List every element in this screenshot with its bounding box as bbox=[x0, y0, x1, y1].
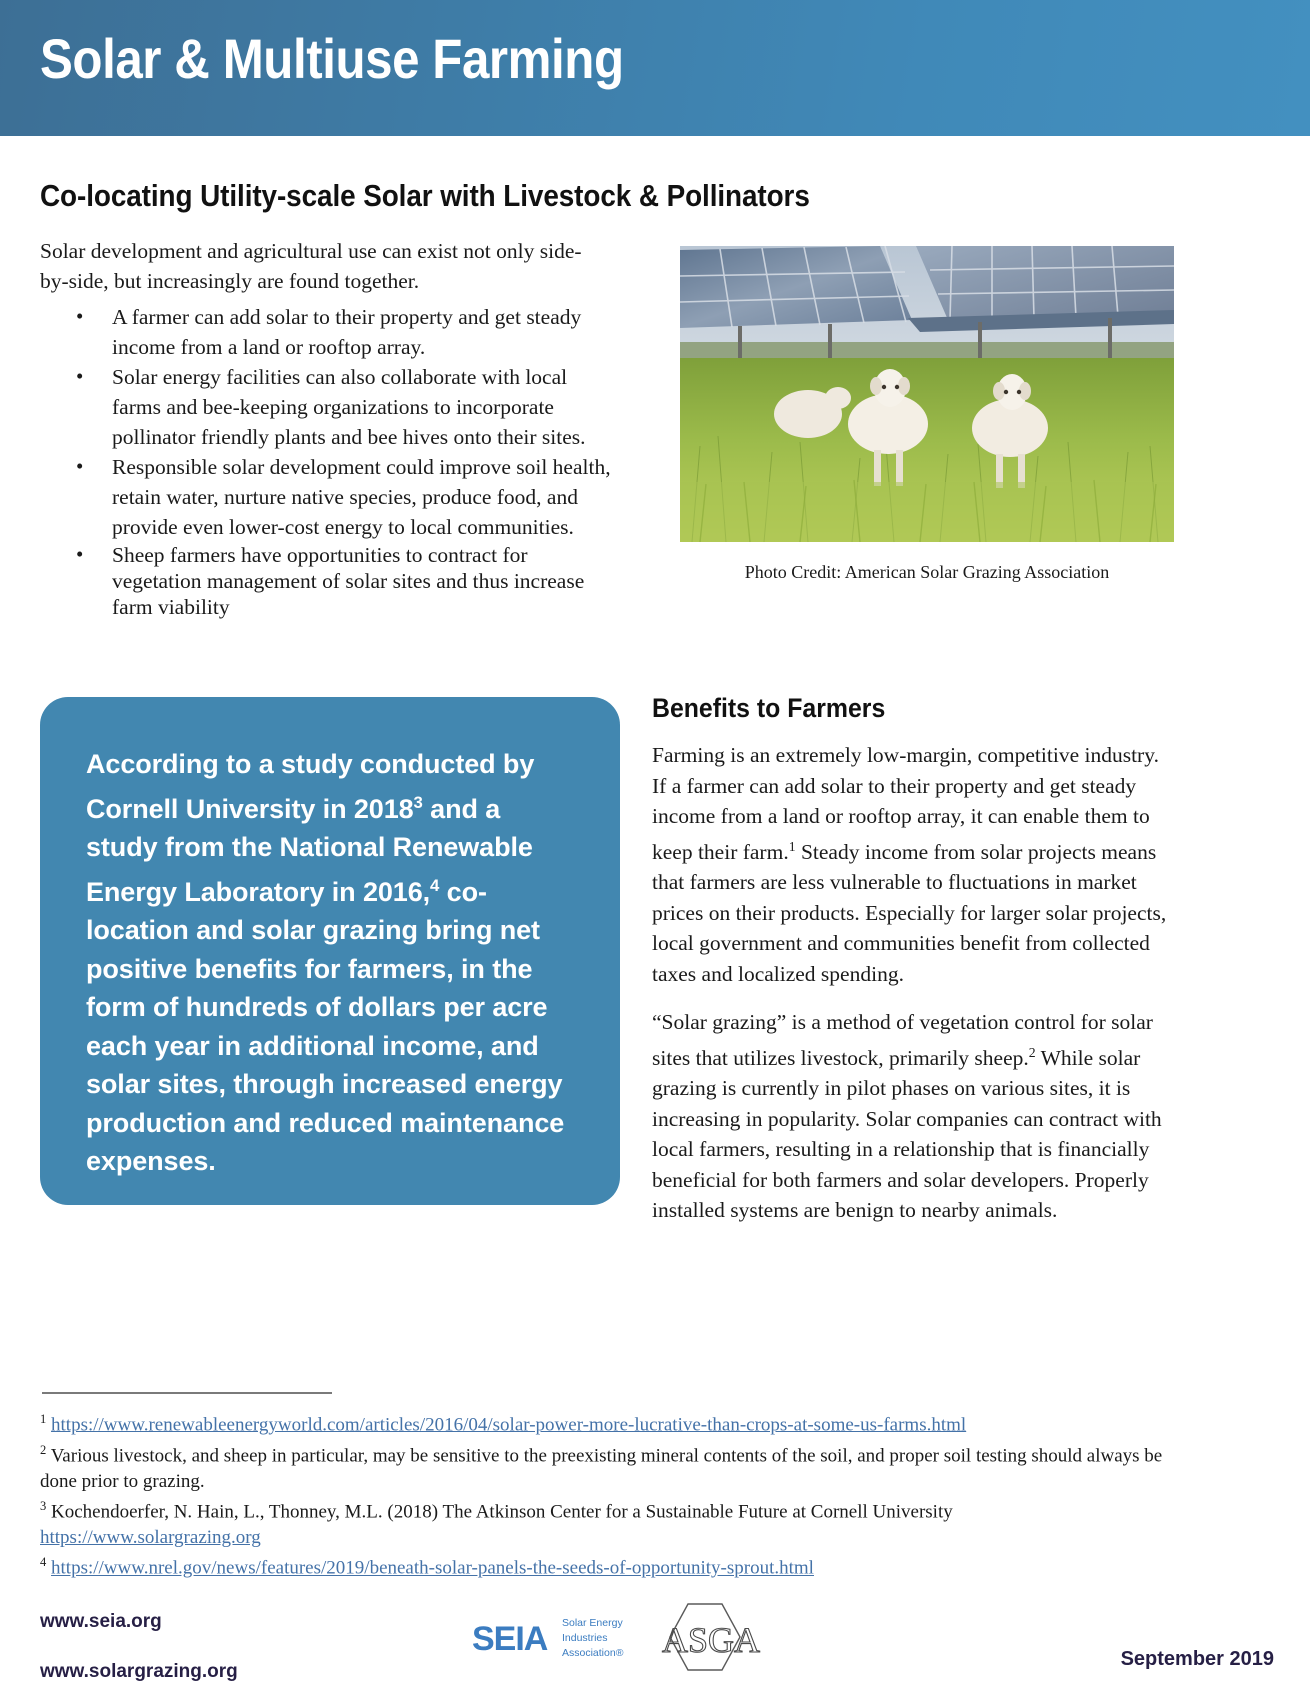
footnote-3-text: Kochendoerfer, N. Hain, L., Thonney, M.L. (2018) The Atkinson Center for a Sustainable Future at Cornell University bbox=[51, 1501, 953, 1523]
benefits-body bbox=[652, 740, 1174, 1244]
footnote-2-text: Various livestock, and sheep in particular, may be sensitive to the preexisting mineral contents of the soil, and proper soil testing should always be done prior to grazing. bbox=[40, 1445, 1163, 1492]
benefits-p1-part-a: Farming is an extremely low-margin, competitive industry. If a farmer can add solar to their property and get steady income from a land or rooftop array, it can enable them to keep their farm. bbox=[652, 743, 1159, 864]
benefits-heading: Benefits to Farmers bbox=[652, 693, 886, 723]
benefits-p1-part-b: Steady income from solar projects means that farmers are less vulnerable to fluctuations in market prices on their products. Especially for larger solar projects, local government and communities benefit from collected taxes and localized spending. bbox=[652, 839, 1167, 986]
asga-logo bbox=[652, 1600, 782, 1674]
list-item: • Solar energy facilities can also collaborate with local farms and bee-keeping organizations to incorporate pollinator friendly plants and bee hives onto their sites. bbox=[40, 362, 620, 452]
footnote-2 bbox=[40, 1438, 1200, 1494]
footnote-1 bbox=[40, 1407, 1200, 1438]
list-item: • Sheep farmers have opportunities to contract for vegetation management of solar sites and thus increase farm viability bbox=[40, 542, 620, 620]
footnote-number-4: 4 bbox=[40, 1555, 47, 1570]
list-item: • A farmer can add solar to their property and get steady income from a land or rooftop array. bbox=[40, 302, 620, 362]
page-header-band bbox=[0, 0, 1310, 136]
asga-logo-svg bbox=[652, 1600, 782, 1674]
seia-logo-tagline-3: Association® bbox=[562, 1647, 624, 1659]
benefits-paragraph-2 bbox=[652, 1007, 1174, 1226]
sheep-solar-photo bbox=[680, 246, 1174, 542]
callout-footnote-ref-4: 4 bbox=[430, 875, 440, 895]
publication-date: September 2019 bbox=[1120, 1648, 1274, 1670]
footnote-4 bbox=[40, 1550, 1200, 1581]
section-heading: Co-locating Utility-scale Solar with Livestock & Pollinators bbox=[40, 178, 810, 213]
photo-illustration bbox=[680, 246, 1174, 542]
footnote-ref-1: 1 bbox=[788, 838, 796, 854]
footnote-1-link[interactable]: https://www.renewableenergyworld.com/articles/2016/04/solar-power-more-lucrative-than-crops-at-some-us-farms.html bbox=[51, 1414, 967, 1436]
seia-logo-tagline-2: Industries bbox=[562, 1632, 608, 1644]
footnote-3-link[interactable]: https://www.solargrazing.org bbox=[40, 1526, 261, 1548]
seia-logo-tagline-1: Solar Energy bbox=[562, 1617, 623, 1629]
benefits-p2-part-a: “Solar grazing” is a method of vegetation control for solar sites that utilizes livestock, primarily sheep. bbox=[652, 1010, 1153, 1070]
footnote-4-link[interactable]: https://www.nrel.gov/news/features/2019/beneath-solar-panels-the-seeds-of-opportunity-sprout.html bbox=[51, 1557, 814, 1579]
footnote-number-3: 3 bbox=[40, 1499, 47, 1514]
footnote-number-1: 1 bbox=[40, 1412, 47, 1426]
list-item: • Responsible solar development could improve soil health, retain water, nurture native species, produce food, and provide even lower-cost energy to local communities. bbox=[40, 452, 620, 542]
footnote-ref-2: 2 bbox=[1028, 1044, 1036, 1060]
footnotes-list bbox=[40, 1407, 1200, 1581]
seia-logo bbox=[452, 1598, 632, 1676]
footer-link-solargrazing[interactable]: www.solargrazing.org bbox=[40, 1661, 238, 1682]
study-callout-box bbox=[40, 697, 620, 1205]
page-title: Solar & Multiuse Farming bbox=[40, 27, 624, 90]
callout-line3: co-location and solar grazing bring net positive benefits for farmers, in the form of hundreds of dollars per acre each year in additional income, and solar sites, through increased energy production and reduced maintenance expenses. bbox=[86, 876, 565, 1176]
callout-text bbox=[86, 745, 574, 1181]
callout-line1: According to a study conducted by Cornell University in 2018 bbox=[86, 749, 535, 824]
benefits-p2-part-b: While solar grazing is currently in pilot phases on various sites, it is increasing in popularity. Solar companies can contract with local farmers, resulting in a relationship that is financially beneficial for both farmers and solar developers. Properly installed systems are benign to nearby animals. bbox=[652, 1045, 1162, 1223]
intro-paragraph: Solar development and agricultural use can exist not only side-by-side, but increasingly are found together. bbox=[40, 239, 582, 293]
seia-logo-svg bbox=[452, 1598, 632, 1676]
footnote-separator bbox=[42, 1392, 332, 1394]
asga-logo-wordmark: ASGA bbox=[662, 1620, 761, 1660]
photo-caption: Photo Credit: American Solar Grazing Association bbox=[744, 562, 1110, 582]
benefits-bullet-list bbox=[40, 302, 620, 620]
footnote-number-2: 2 bbox=[40, 1442, 47, 1457]
callout-footnote-ref-3: 3 bbox=[413, 792, 423, 812]
benefits-paragraph-1 bbox=[652, 740, 1174, 989]
callout-line2: and a study from the National Renewable Energy Laboratory in 2016, bbox=[86, 793, 533, 907]
seia-logo-wordmark: SEIA bbox=[472, 1620, 548, 1658]
footnote-3 bbox=[40, 1494, 1200, 1550]
footer-link-seia[interactable]: www.seia.org bbox=[40, 1611, 162, 1632]
